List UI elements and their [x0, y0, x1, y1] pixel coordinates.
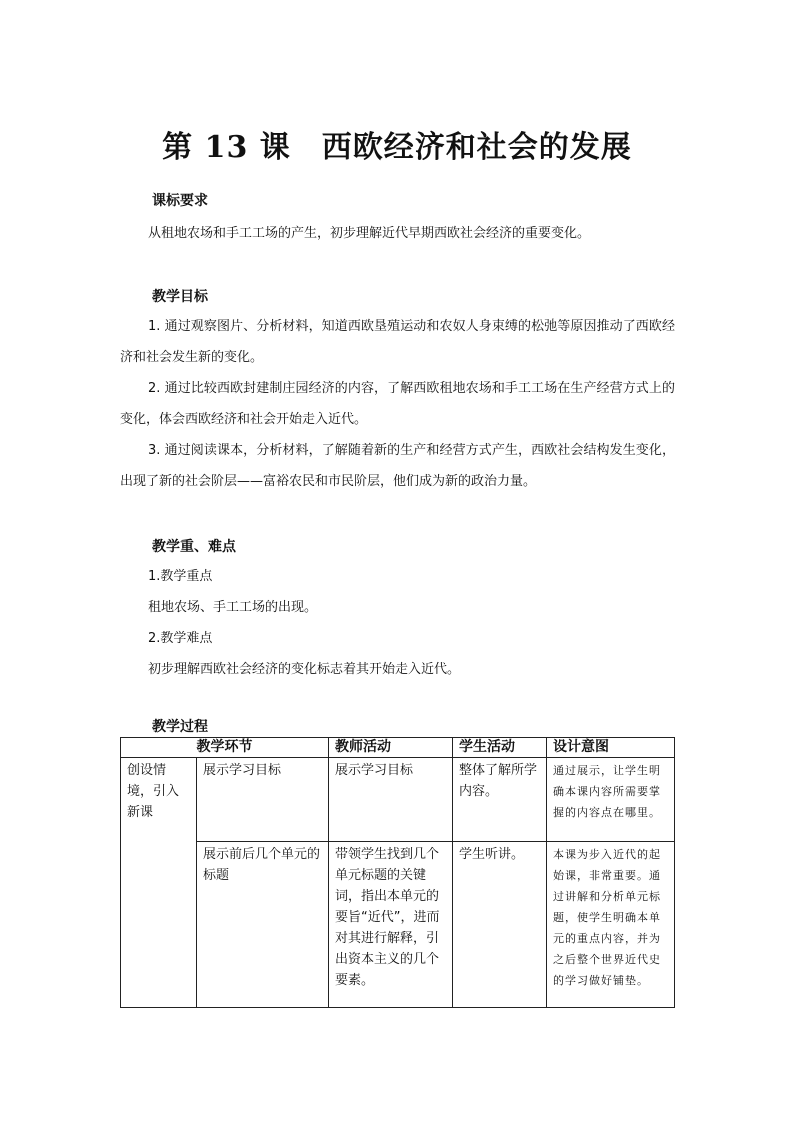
table-row: [121, 842, 675, 1008]
difficulty-text: 初步理解西欧社会经济的变化标志着其开始走入近代。: [148, 662, 461, 677]
standard-text: 从租地农场和手工工场的产生，初步理解近代早期西欧社会经济的重要变化。: [148, 226, 591, 241]
keypoints-heading: 教学重、难点: [152, 539, 236, 555]
objectives-heading: 教学目标: [152, 289, 208, 305]
lesson-title: 第 13 课 西欧经济和社会的发展: [162, 130, 632, 165]
step-cell: 展示前后几个单元的标题: [197, 842, 329, 1008]
focus-text: 租地农场、手工工场的出现。: [148, 600, 318, 615]
col-header-teacher: 教师活动: [329, 738, 453, 758]
student-cell: 整体了解所学内容。: [453, 758, 547, 842]
objective-item-1: 1. 通过观察图片、分析材料，知道西欧垦殖运动和农奴人身束缚的松弛等原因推动了西欧经济和社会发生新的变化。: [120, 319, 675, 365]
student-cell: 学生听讲。: [453, 842, 547, 1008]
standard-heading: 课标要求: [152, 193, 208, 209]
focus-label: 1.教学重点: [148, 569, 213, 584]
objectives-list: [120, 311, 675, 497]
teacher-cell: 带领学生找到几个单元标题的关键词，指出本单元的要旨“近代”，进而对其进行解释，引出资本主义的几个要素。: [329, 842, 453, 1008]
process-heading: 教学过程: [152, 719, 208, 735]
section-cell: 创设情境，引入新课: [121, 758, 197, 1008]
table-header-row: [121, 738, 675, 758]
process-table: [120, 737, 675, 1008]
col-header-step: 教学环节: [121, 738, 329, 758]
teacher-cell: 展示学习目标: [329, 758, 453, 842]
intent-cell: 通过展示，让学生明确本课内容所需要掌握的内容点在哪里。: [547, 758, 675, 842]
objective-item-3: 3. 通过阅读课本，分析材料，了解随着新的生产和经营方式产生，西欧社会结构发生变化，出现了新的社会阶层——富裕农民和市民阶层，他们成为新的政治力量。: [120, 443, 675, 489]
col-header-student: 学生活动: [453, 738, 547, 758]
objective-item-2: 2. 通过比较西欧封建制庄园经济的内容，了解西欧租地农场和手工工场在生产经营方式上的变化，体会西欧经济和社会开始走入近代。: [120, 381, 675, 427]
difficulty-label: 2.教学难点: [148, 631, 213, 646]
col-header-intent: 设计意图: [547, 738, 675, 758]
intent-cell: 本课为步入近代的起始课，非常重要。通过讲解和分析单元标题，使学生明确本单元的重点内容，并为之后整个世界近代史的学习做好铺垫。: [547, 842, 675, 1008]
table-row: [121, 758, 675, 842]
step-cell: 展示学习目标: [197, 758, 329, 842]
